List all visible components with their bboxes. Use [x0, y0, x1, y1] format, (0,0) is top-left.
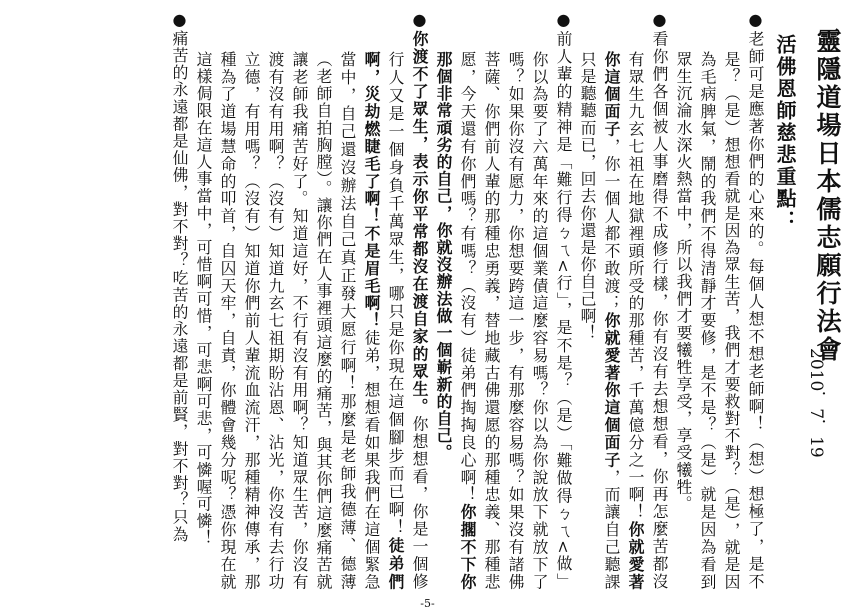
- page-title: 靈隱道場日本儒志願行法會: [813, 28, 842, 364]
- text-segment: 你想想看，你是一個修行人又是一個身負千萬眾生，哪只是你現在這個腳步而已啊！: [386, 50, 429, 591]
- event-date: 2010．7．19: [806, 348, 826, 458]
- text-segment: ，你一個人都不敢渡；: [602, 137, 621, 312]
- text-segment: 痛苦的永遠都是仙佛，對不對？吃苦的永遠都是前賢，對不對？只為: [170, 30, 189, 543]
- paragraph: ●老師可是應著你們的心來的。每個人想不想老師啊！（想）想極了，是不是？（是）想想看就是因為眾生苦，我們才要救對不對？（是），就是因為毛病脾氣，鬧的我們不得清靜才要修，是不是？（是）就是因為看到眾生沉淪水深火熱當中，所以我們才要犧牲享受，享受犧牲。: [674, 9, 765, 590]
- paragraph: ●前人輩的精神是「難行得ㄅㄟ<行」，是不是？（是）「難做得ㄅㄟ<做」你以為要了六萬年來的這個業債這麼容易嗎？你以為你說放下就放下了嗎？如果你沒有愿力，你想要跨這一步，有那麼容易嗎？如果沒有諸佛菩薩、你們前人輩的那種忠勇義，替地藏古佛還愿的那種忠義、那種悲愿，今天還有你們嗎？有嗎？（沒有）徒弟們掏掏良心啊！你擱不下你那個非常頑劣的自己，你就沒辦法做一個嶄新的自己。: [434, 9, 573, 590]
- text-segment: 前人輩的精神是「難行得ㄅㄟ<行」，是不是？（是）「難做得ㄅㄟ<做」你以為要了六萬年來的這個業債這麼容易嗎？你以為你說放下就放下了嗎？如果你沒有愿力，你想要跨這一步，有那麼容易嗎？如果沒有諸佛菩薩、你們前人輩的那種忠勇義，替地藏古佛還愿的那種忠義、那種悲愿，今天還有你們嗎？有嗎？（沒有）徒弟們掏掏良心啊！: [458, 30, 573, 590]
- text-segment: 看你們各個被人事磨得不成修行樣，你有沒有去想想看，你再怎麼苦都沒有眾生九玄七祖在地獄裡頭所受的那種苦，千萬億分之一啊！: [626, 30, 669, 590]
- emphasis-segment: 你就愛著你這個面子: [602, 311, 621, 469]
- body-text: [14, 9, 767, 591]
- emphasis-segment: 你就愛著你這個面子: [602, 50, 645, 590]
- paragraph: ●痛苦的永遠都是仙佛，對不對？吃苦的永遠都是前賢，對不對？只為: [170, 9, 189, 543]
- emphasis-segment: 徒弟們啊，災劫燃睫毛了啊！不是眉毛啊！: [362, 50, 405, 590]
- page-number: -5-: [420, 597, 435, 610]
- emphasis-segment: 你擱不下你那個非常頑劣的自己，你就沒辦法做一個嶄新的自己。: [434, 50, 477, 590]
- text-segment: 老師可是應著你們的心來的。每個人想不想老師啊！（想）想極了，是不是？（是）想想看就是因為眾生苦，我們才要救對不對？（是），就是因為毛病脾氣，鬧的我們不得清靜才要修，是不是？（是）就是因為看到眾生沉淪水深火熱當中，所以我們才要犧牲享受，享受犧牲。: [674, 30, 765, 590]
- paragraph: ●看你們各個被人事磨得不成修行樣，你有沒有去想想看，你再怎麼苦都沒有眾生九玄七祖在地獄裡頭所受的那種苦，千萬億分之一啊！你就愛著你這個面子，你一個人都不敢渡；你就愛著你這個面子，而讓自己聽課只是聽聽而已，回去你還是你自己啊！: [578, 9, 669, 591]
- paragraph: ●你渡不了眾生，表示你平常都沒在渡自家的眾生。你想想看，你是一個修行人又是一個身負千萬眾生，哪只是你現在這個腳步而已啊！徒弟們啊，災劫燃睫毛了啊！不是眉毛啊！徒弟，想想看如果我們在這個緊急當中，自己還沒辦法自己真正發大愿行啊！那麼是老師我德薄、德薄（老師自拍胸膛）。讓你們在人事裡頭這麼的痛苦，與其你們這麼痛苦就讓老師我痛苦好了。知道這好，不行有沒有用啊？知道眾生苦，你沒有渡有沒有用啊？（沒有）知道九玄七祖期盼沾恩、沾光，你沒有去行功立德，有用嗎？（沒有）知道你們前人輩流血流汗，那種精神傳承，那種為了道場慧命的叩首，自囚天牢，自責，你體會幾分呢？憑你現在就這樣侷限在這人事當中，可惜啊可惜，可悲啊可悲，可憐喔可憐！: [194, 9, 429, 591]
- emphasis-segment: 你渡不了眾生，表示你平常都沒在渡自家的眾生。: [410, 30, 429, 416]
- section-subtitle: 活佛恩師慈悲重點：: [773, 34, 797, 232]
- text-segment: ，而讓自己聽課只是聽聽而已，回去你還是你自己啊！: [578, 50, 621, 591]
- text-segment: 徒弟，想想看如果我們在這個緊急當中，自己還沒辦法自己真正發大愿行啊！那麼是老師我德薄、德薄（老師自拍胸膛）。讓你們在人事裡頭這麼的痛苦，與其你們這麼痛苦就讓老師我痛苦好了。知道這好，不行有沒有用啊？知道眾生苦，你沒有渡有沒有用啊？（沒有）知道九玄七祖期盼沾恩、沾光，你沒有去行功立德，有用嗎？（沒有）知道你們前人輩流血流汗，那種精神傳承，那種為了道場慧命的叩首，自囚天牢，自責，你體會幾分呢？憑你現在就這樣侷限在這人事當中，可惜啊可惜，可悲啊可悲，可憐喔可憐！: [194, 50, 381, 590]
